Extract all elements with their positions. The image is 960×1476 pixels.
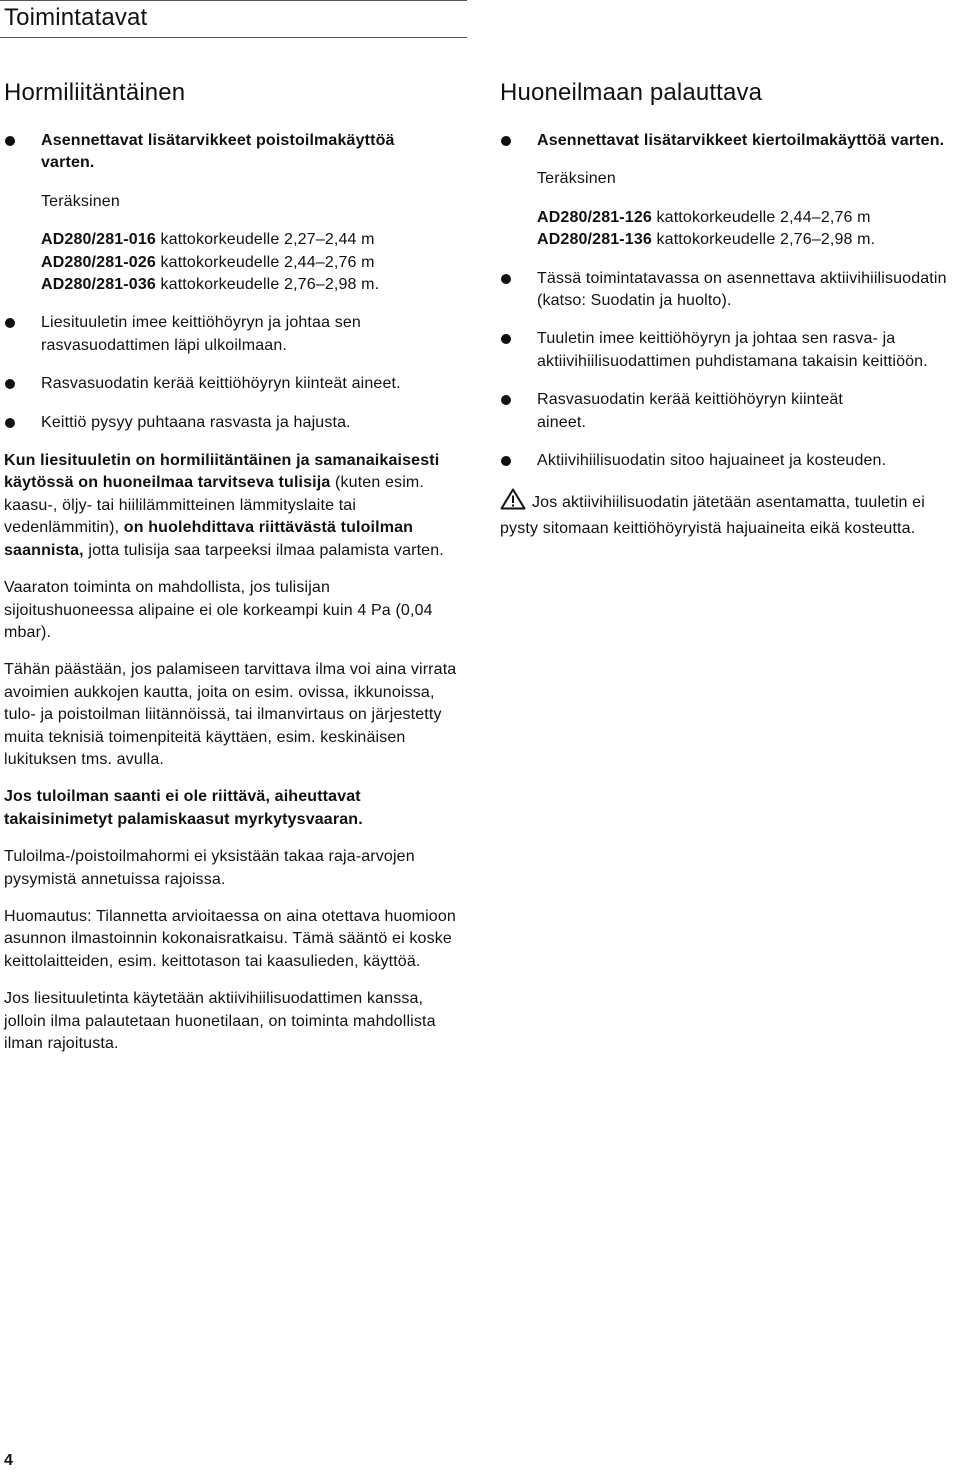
bullet-dot	[501, 334, 511, 344]
bullet-text: Tässä toimintatavassa on asennettava aktiivihiilisuodatin (katso: Suodatin ja huolto).	[537, 269, 947, 310]
model-row	[537, 229, 960, 251]
model-desc: kattokorkeudelle 2,44–2,76 m	[651, 208, 871, 226]
bullet-text: Asennettavat lisätarvikkeet poistoilmakäyttöä varten.	[41, 132, 395, 172]
section-heading-flue: Hormiliitäntäinen	[4, 79, 186, 106]
bullet-dot	[501, 136, 511, 146]
bullet-dot	[5, 379, 15, 389]
bullet-item	[4, 412, 466, 434]
paragraph-pressure: Vaaraton toiminta on mahdollista, jos tulisijan sijoitushuoneessa alipaine ei ole korkeampi kuin 4 Pa (0,04 mbar).	[4, 579, 433, 641]
bullet-dot	[5, 136, 15, 146]
bullet-dot	[501, 274, 511, 284]
bullet-item	[500, 450, 917, 472]
bullet-text: Tuuletin imee keittiöhöyryn ja johtaa sen rasva- ja aktiivihiilisuodattimen puhdistamana takaisin keittiöön.	[537, 330, 928, 370]
model-list	[41, 229, 466, 296]
bullet-dot	[501, 395, 511, 405]
page-header	[0, 0, 467, 38]
bullet-item	[500, 389, 887, 434]
model-code: AD280/281-136	[537, 231, 652, 249]
paragraph-air-supply: Tähän päästään, jos palamiseen tarvittava ilma voi aina virrata avoimien aukkojen kautta, joita on esim. ovissa, ikkunoissa, tulo- ja poistoilman liitännöissä, tai ilmanvirtaus on järjestetty muita teknisiä toimenpiteitä käyttäen, esim. keskinäisen lukituksen tms. avulla.	[4, 661, 457, 768]
bullet-item	[500, 268, 960, 313]
paragraph-charcoal: Jos liesituuletinta käytetään aktiivihiilisuodattimen kanssa, jolloin ilma palautetaan huonetilaan, on toiminta mahdollista ilman rajoitusta.	[4, 990, 436, 1052]
model-code: AD280/281-016	[41, 231, 156, 249]
model-row	[41, 274, 466, 296]
bullet-item	[500, 130, 960, 152]
paragraph-danger: Jos tuloilman saanti ei ole riittävä, aiheuttavat takaisinimetyt palamiskaasut myrkytysvaaran.	[4, 788, 363, 828]
model-code: AD280/281-126	[537, 208, 652, 226]
model-desc: kattokorkeudelle 2,27–2,44 m	[155, 231, 375, 249]
right-column	[500, 78, 960, 555]
bullet-dot	[5, 418, 15, 428]
model-desc: kattokorkeudelle 2,76–2,98 m.	[651, 231, 876, 249]
text: (kuten esim. kaasu-, öljy- tai hiililämmitteinen lämmityslaite tai vedenlämmitin),	[4, 474, 424, 537]
model-code: AD280/281-026	[41, 253, 156, 271]
text: jotta tulisija saa tarpeeksi ilmaa palamista varten.	[83, 541, 444, 559]
bold-text: on huolehdittava riittävästä tuloilman saannista,	[4, 519, 414, 559]
bullet-item	[500, 328, 957, 373]
bullet-text: Keittiö pysyy puhtaana rasvasta ja hajusta.	[41, 413, 351, 431]
bullet-item	[4, 373, 441, 395]
page-number: 4	[4, 1452, 14, 1469]
material-label: Teräksinen	[41, 192, 120, 210]
bullet-dot	[5, 318, 15, 328]
bullet-item	[4, 312, 466, 357]
warning-text: Jos aktiivihiilisuodatin jätetään asentamatta, tuuletin ei pysty sitomaan keittiöhöyryistä hajuaineita eikä kosteutta.	[500, 494, 925, 537]
model-desc: kattokorkeudelle 2,44–2,76 m	[155, 253, 375, 271]
left-column	[4, 78, 466, 1070]
bold-text: Kun liesituuletin on hormiliitäntäinen ja samanaikaisesti käytössä on huoneilmaa tarvitseva tulisija	[4, 452, 440, 492]
model-code: AD280/281-036	[41, 276, 156, 294]
bullet-text: Rasvasuodatin kerää keittiöhöyryn kiinteät aineet.	[537, 391, 844, 431]
model-row	[41, 229, 466, 251]
paragraph-limits: Tuloilma-/poistoilmahormi ei yksistään takaa raja-arvojen pysymistä annetuissa rajoissa.	[4, 848, 415, 888]
section-heading-recirculation: Huoneilmaan palauttava	[500, 79, 763, 106]
warning-paragraph	[500, 488, 940, 540]
model-row	[41, 252, 466, 274]
model-desc: kattokorkeudelle 2,76–2,98 m.	[155, 276, 380, 294]
bullet-dot	[501, 456, 511, 466]
model-row	[537, 207, 960, 229]
paragraph-note: Huomautus: Tilannetta arvioitaessa on aina otettava huomioon asunnon ilmastoinnin kokonaisratkaisu. Tämä sääntö ei koske keittolaitteiden, esim. keittotason tai kaasulieden, käyttöä.	[4, 907, 456, 970]
paragraph-ventilation-warning	[4, 450, 459, 562]
warning-triangle-icon	[500, 488, 526, 517]
bullet-item	[4, 130, 441, 175]
bullet-text: Aktiivihiilisuodatin sitoo hajuaineet ja kosteuden.	[537, 452, 887, 470]
bullet-text: Asennettavat lisätarvikkeet kiertoilmakäyttöä varten.	[537, 132, 945, 149]
bullet-text: Rasvasuodatin kerää keittiöhöyryn kiinteät aineet.	[41, 375, 401, 393]
model-list	[537, 207, 960, 252]
page-title: Toimintatavat	[4, 4, 148, 31]
material-label: Teräksinen	[537, 170, 616, 188]
bullet-text: Liesituuletin imee keittiöhöyryn ja johtaa sen rasvasuodattimen läpi ulkoilmaan.	[41, 314, 361, 354]
